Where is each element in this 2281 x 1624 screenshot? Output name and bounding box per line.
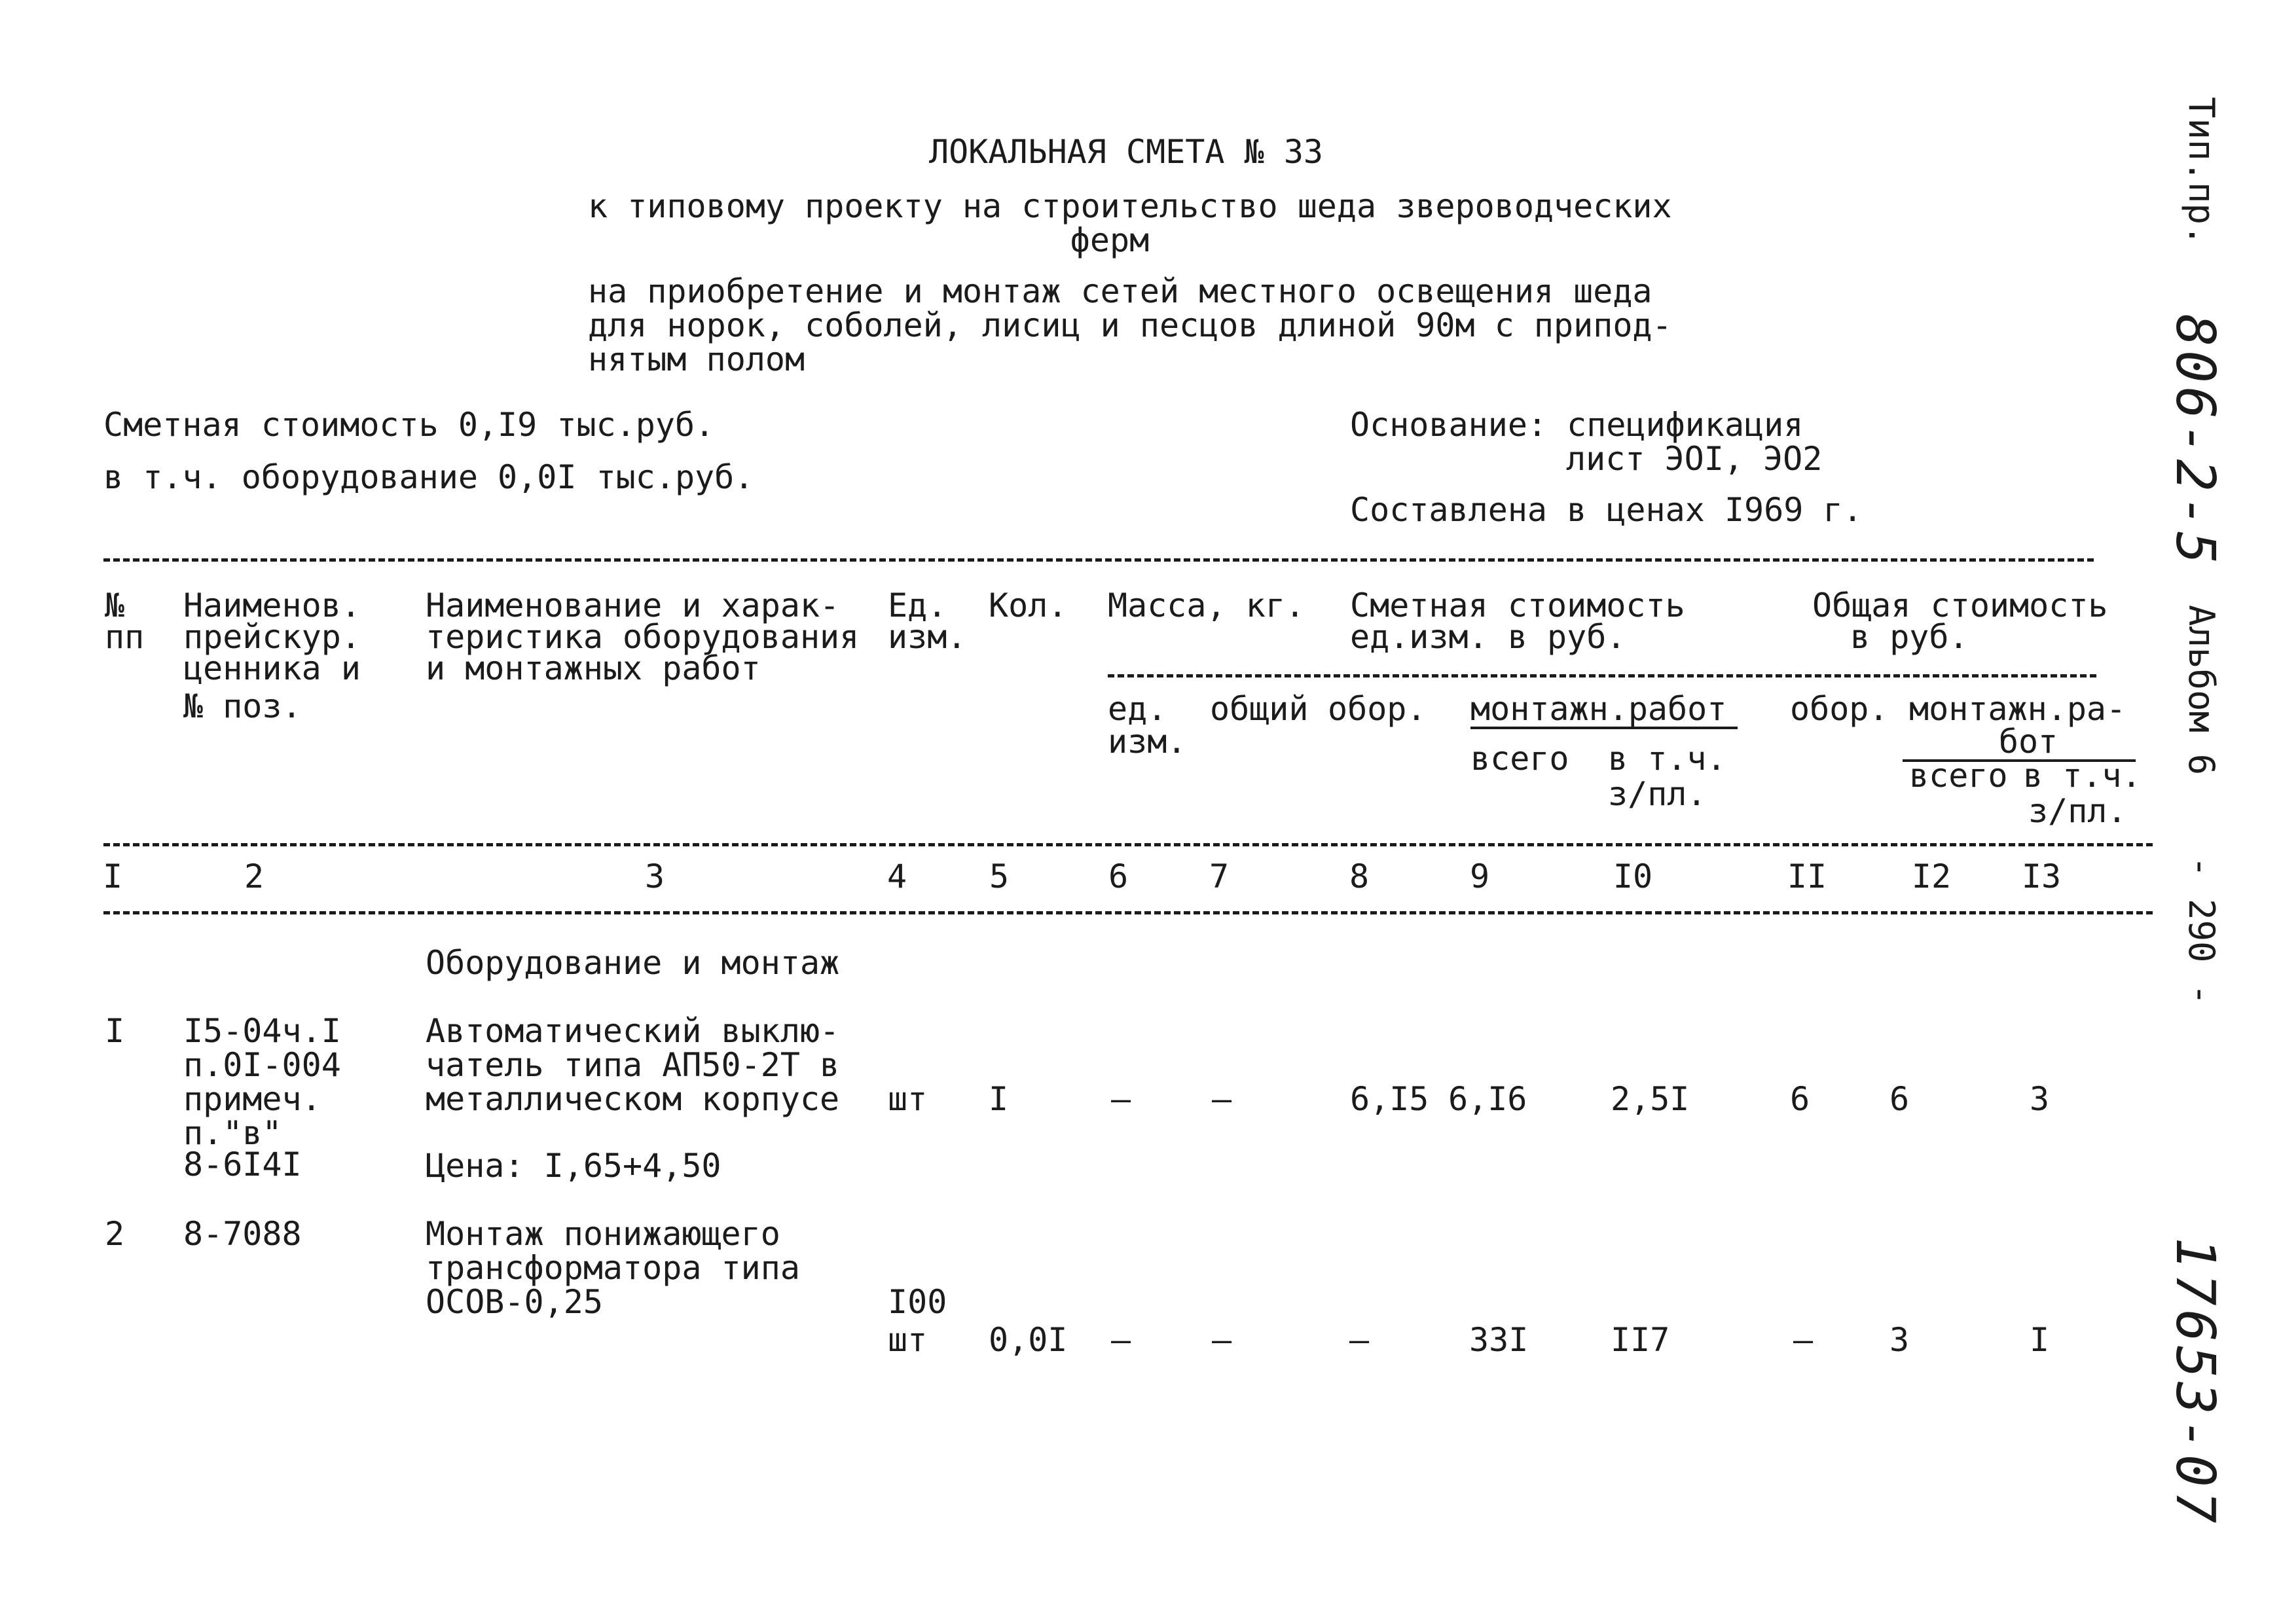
total-all2-header: всего	[1909, 757, 2008, 795]
row-2-mass-unit: –	[1110, 1321, 1131, 1359]
purpose-line-1: на приобретение и монтаж сетей местного освещения шеда	[588, 272, 1652, 310]
row-1-qty: I	[989, 1080, 1009, 1118]
basis-line-1: Основание: спецификация	[1350, 406, 1804, 444]
header-bottom-rule	[103, 843, 2153, 846]
subtitle-line-2: ферм	[1070, 221, 1150, 259]
col-2-line-1: Наименов.	[183, 586, 361, 624]
row-1-number: I	[105, 1012, 125, 1050]
row-2-unit-1: I00	[888, 1283, 947, 1321]
unit-cost-line-1: Сметная стоимость	[1350, 586, 1685, 624]
row-1-code-4: п."в"	[183, 1114, 282, 1152]
col-number-9: 9	[1469, 857, 1490, 895]
row-2-desc-3: ОСОВ-0,25	[426, 1283, 603, 1321]
row-2-equip: –	[1349, 1321, 1370, 1359]
col-4-line-1: Ед.	[888, 586, 947, 624]
incl-wage-line-1: в т.ч.	[1608, 740, 1726, 778]
row-1-desc-3: металлическом корпусе	[426, 1080, 840, 1118]
row-1-code-5: 8-6I4I	[183, 1146, 302, 1183]
row-1-equip: 6,I5	[1350, 1080, 1429, 1118]
subtitle-line-1: к типовому проекту на строительство шеда звероводческих	[588, 187, 1672, 225]
row-1-tot-wage: 3	[2030, 1080, 2050, 1118]
total-cost-line-1: Общая стоимость	[1812, 586, 2108, 624]
col-2-line-2: прейскур.	[183, 618, 361, 656]
col-1-line-2: пп	[105, 618, 145, 656]
col-number-3: 3	[644, 857, 665, 895]
row-1-mont-total: 6,I6	[1448, 1080, 1527, 1118]
total-wage-line-2: з/пл.	[2028, 792, 2127, 830]
col-number-4: 4	[886, 857, 907, 895]
total-all-header: всего	[1470, 740, 1569, 778]
margin-page: - 290 -	[2181, 856, 2222, 1005]
total-mont-line-2: бот	[1998, 723, 2058, 761]
mont-work-underline	[1470, 727, 1738, 729]
row-1-desc-1: Автоматический выклю-	[426, 1012, 840, 1050]
col-3-line-3: и монтажных работ	[426, 649, 761, 687]
row-1-code-1: I5-04ч.I	[183, 1012, 341, 1050]
total-equip-header: обор.	[1790, 690, 1889, 728]
col-number-6: 6	[1108, 857, 1129, 895]
col-number-7: 7	[1209, 857, 1230, 895]
col-5-header: Кол.	[989, 586, 1068, 624]
col-2-line-3: ценника и	[183, 649, 361, 687]
col-number-5: 5	[989, 857, 1010, 895]
col-3-line-2: теристика оборудования	[426, 618, 860, 656]
col-number-12: I2	[1911, 857, 1952, 895]
row-1-mass-total: –	[1211, 1080, 1232, 1118]
section-title: Оборудование и монтаж	[426, 944, 840, 982]
col-1-line-1: №	[105, 586, 125, 624]
mass-total-header: общий	[1210, 690, 1309, 728]
row-2-unit-2: шт	[888, 1321, 928, 1359]
header-sub-rule	[1108, 674, 2096, 677]
mass-unit-line-2: изм.	[1108, 723, 1187, 761]
row-1-mont-wage: 2,5I	[1611, 1080, 1690, 1118]
header-top-rule	[103, 558, 2094, 562]
col-number-10: I0	[1613, 857, 1653, 895]
purpose-line-2: для норок, соболей, лисиц и песцов длиной 90м с припод-	[588, 306, 1672, 344]
total-mont-line-1: монтажн.ра-	[1909, 690, 2126, 728]
row-1-mass-unit: –	[1110, 1080, 1131, 1118]
estimated-cost: Сметная стоимость 0,I9 тыс.руб.	[103, 406, 715, 444]
col-number-13: I3	[2021, 857, 2062, 895]
total-cost-line-2: в руб.	[1850, 618, 1969, 656]
basis-line-2: лист ЭОI, ЭО2	[1566, 440, 1823, 478]
purpose-line-3: нятым полом	[588, 340, 805, 378]
column-numbers-rule	[103, 911, 2153, 914]
row-2-desc-2: трансформатора типа	[426, 1249, 800, 1287]
row-2-number: 2	[105, 1215, 125, 1253]
document-title: ЛОКАЛЬНАЯ СМЕТА № 33	[928, 133, 1324, 171]
margin-project-number: 806-2-5	[2164, 314, 2226, 568]
row-2-tot-equip: –	[1793, 1321, 1814, 1359]
row-2-mass-total: –	[1211, 1321, 1232, 1359]
price-base: Составлена в ценах I969 г.	[1350, 491, 1863, 529]
row-1-tot-equip: 6	[1790, 1080, 1810, 1118]
col-number-11: II	[1787, 857, 1827, 895]
row-1-code-2: п.0I-004	[183, 1046, 341, 1084]
col-2-line-4: № поз.	[183, 687, 302, 725]
row-2-mont-total: 33I	[1469, 1321, 1529, 1359]
row-2-tot-wage: I	[2030, 1321, 2050, 1359]
col-number-8: 8	[1349, 857, 1370, 895]
mont-work-header: монтажн.работ	[1470, 690, 1727, 728]
col-number-1: I	[102, 857, 123, 895]
row-2-tot-mont: 3	[1889, 1321, 1910, 1359]
row-2-code-1: 8-7088	[183, 1215, 302, 1253]
row-2-qty: 0,0I	[989, 1321, 1068, 1359]
row-2-desc-1: Монтаж понижающего	[426, 1215, 780, 1253]
row-1-price: Цена: I,65+4,50	[426, 1147, 721, 1185]
equipment-cost: в т.ч. оборудование 0,0I тыс.руб.	[103, 458, 754, 496]
row-2-mont-wage: II7	[1611, 1321, 1670, 1359]
row-1-code-3: примеч.	[183, 1080, 321, 1118]
row-1-tot-mont: 6	[1889, 1080, 1910, 1118]
incl-wage-line-2: з/пл.	[1608, 775, 1707, 813]
row-1-desc-2: чатель типа АП50-2Т в	[426, 1046, 840, 1084]
col-number-2: 2	[244, 857, 265, 895]
col-4-line-2: изм.	[888, 618, 967, 656]
margin-album: Альбом 6	[2181, 605, 2222, 776]
mass-unit-line-1: ед.	[1108, 690, 1167, 728]
total-wage-line-1: в т.ч.	[2023, 757, 2142, 795]
margin-sheet-number: 17653-07	[2164, 1237, 2226, 1527]
mass-header: Масса, кг.	[1108, 586, 1305, 624]
unit-cost-line-2: ед.изм. в руб.	[1350, 618, 1626, 656]
row-1-unit: шт	[888, 1080, 928, 1118]
col-3-line-1: Наименование и харак-	[426, 586, 840, 624]
margin-series: Тип.пр.	[2181, 97, 2222, 246]
equip-header: обор.	[1328, 690, 1427, 728]
